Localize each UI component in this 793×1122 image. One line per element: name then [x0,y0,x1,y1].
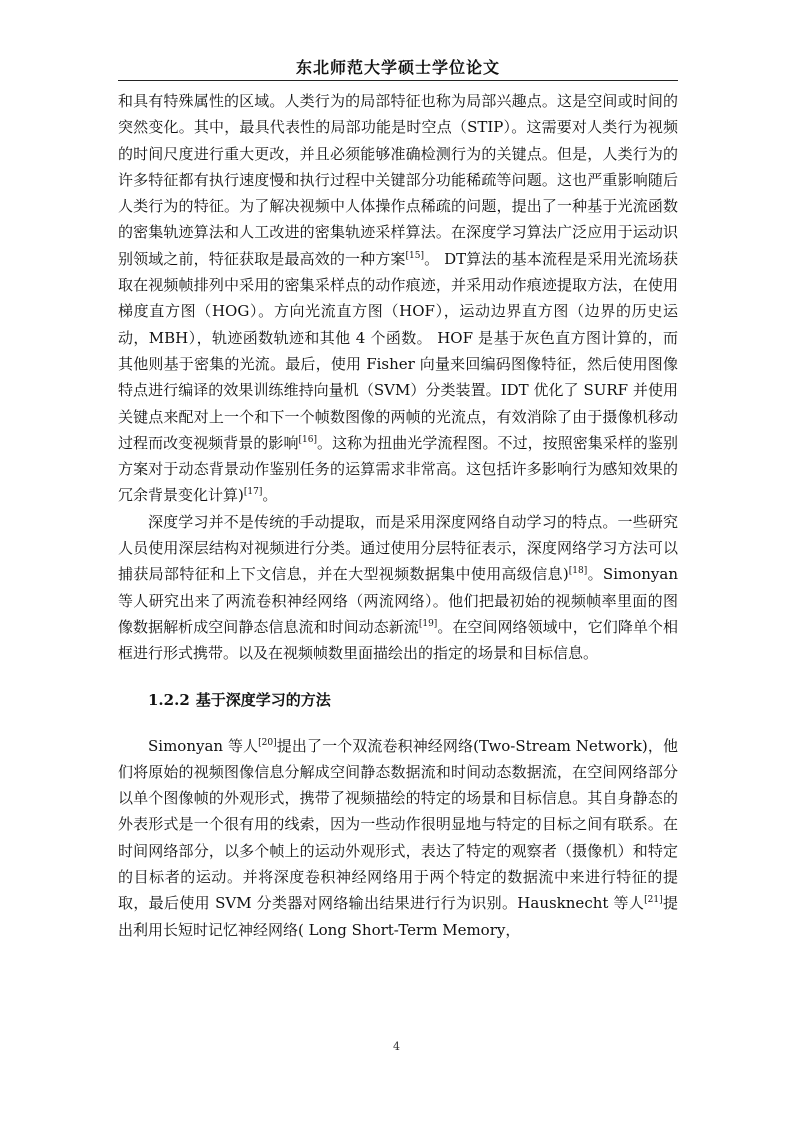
citation-17: [17] [243,487,263,498]
p1-text-1: 和具有特殊属性的区域。人类行为的局部特征也称为局部兴趣点。这是空间或时间的突然变化。其中，最具代表性的局部功能是时空点（STIP）。这需要对人类行为视频的时间尺度进行重大更改，并且必须能够准确检测行为的关键点。但是，人类行为的许多特征都有执行速度慢和执行过程中关键部分功能稀疏等问题。这也严重影响随后人类行为的特征。为了解决视频中人体操作点稀疏的问题，提出了一种基于光流函数的密集轨迹算法和人工改进的密集轨迹采样算法。在深度学习算法广泛应用于运动识别领域之前，特征获取是最高效的一种方案 [118,92,678,268]
citation-18: [18] [568,566,588,577]
running-header: 东北师范大学硕士学位论文 [295,58,500,77]
citation-16: [16] [298,434,317,445]
body-content [118,88,678,943]
p2-text-2: 。Simonyan 等人研究出来了两流卷积神经网络（两流网络）。他们把最初始的视频帧率里面的图像数据解析成空间静态信息流和时间动态新流 [118,565,678,636]
p3-text-2: 提出了一个双流卷积神经网络(Two-Stream Network)，他们将原始的视频图像信息分解成空间静态数据流和时间动态数据流，在空间网络部分以单个图像帧的外观形式，携带了视频描绘的特定的场景和目标信息。其自身静态的外表形式是一个很有用的线索，因为一些动作很明显地与特定的目标之间有联系。在时间网络部分，以多个帧上的运动外观形式，表达了特定的观察者（摄像机）和特定的目标者的运动。并将深度卷积神经网络用于两个特定的数据流中来进行特征的提取，最后使用 SVM 分类器对网络输出结果进行行为识别。Hausknecht 等人 [118,736,678,913]
p1-text-2: 。 DT算法的基本流程是采用光流场获取在视频帧排列中采用的密集采样点的动作痕迹，并采用动作痕迹提取方法，在使用梯度直方图（HOG）。方向光流直方图（HOF），运动边界直方图（边界的历史运动，MBH），轨迹函数轨迹和其他 4 个函数。 HOF 是基于灰色直方图计算的，而其他则基于密集的光流。最后，使用 Fisher 向量来回编码图像特征，然后使用图像特点进行编译的效果训练维持向量机（SVM）分类装置。IDT 优化了 SURF 并使用关键点来配对上一个和下一个帧数图像的两帧的光流点，有效消除了由于摄像机移动过程而改变视频背景的影响 [118,249,678,452]
section-title-text: 基于深度学习的方法 [195,690,331,709]
section-heading [148,687,678,713]
section-number: 1.2.2 [148,690,190,709]
p2-text-1: 深度学习并不是传统的手动提取，而是采用深度网络自动学习的特点。一些研究人员使用深层结构对视频进行分类。通过使用分层特征表示，深度网络学习方法可以捕获局部特征和上下文信息，并在大型视频数据集中使用高级信息) [118,512,678,584]
page-number: 4 [393,1040,400,1053]
paragraph-3 [118,733,678,943]
header-rule [118,80,678,81]
paragraph-1 [118,88,678,509]
p1-text-3: 。这称为扭曲光学流程图。不过，按照密集采样的鉴别方案对于动态背景动作鉴别任务的运算需求非常高。这包括许多影响行为感知效果的冗余背景变化计算) [118,433,678,505]
p3-text-3: 提出利用长短时记忆神经网络( Long Short-Term Memory， [118,894,678,939]
citation-19: [19] [418,618,438,629]
paragraph-2 [118,509,678,667]
p1-text-4: 。 [262,486,278,505]
citation-15: [15] [405,250,424,261]
citation-20: [20] [258,737,277,748]
citation-21: [21] [644,895,663,906]
p3-text-1: Simonyan 等人 [148,736,259,755]
p2-text-3: 。在空间网络领域中，它们降单个相框进行形式携带。以及在视频帧数里面描绘出的指定的场景和目标信息。 [118,617,678,663]
